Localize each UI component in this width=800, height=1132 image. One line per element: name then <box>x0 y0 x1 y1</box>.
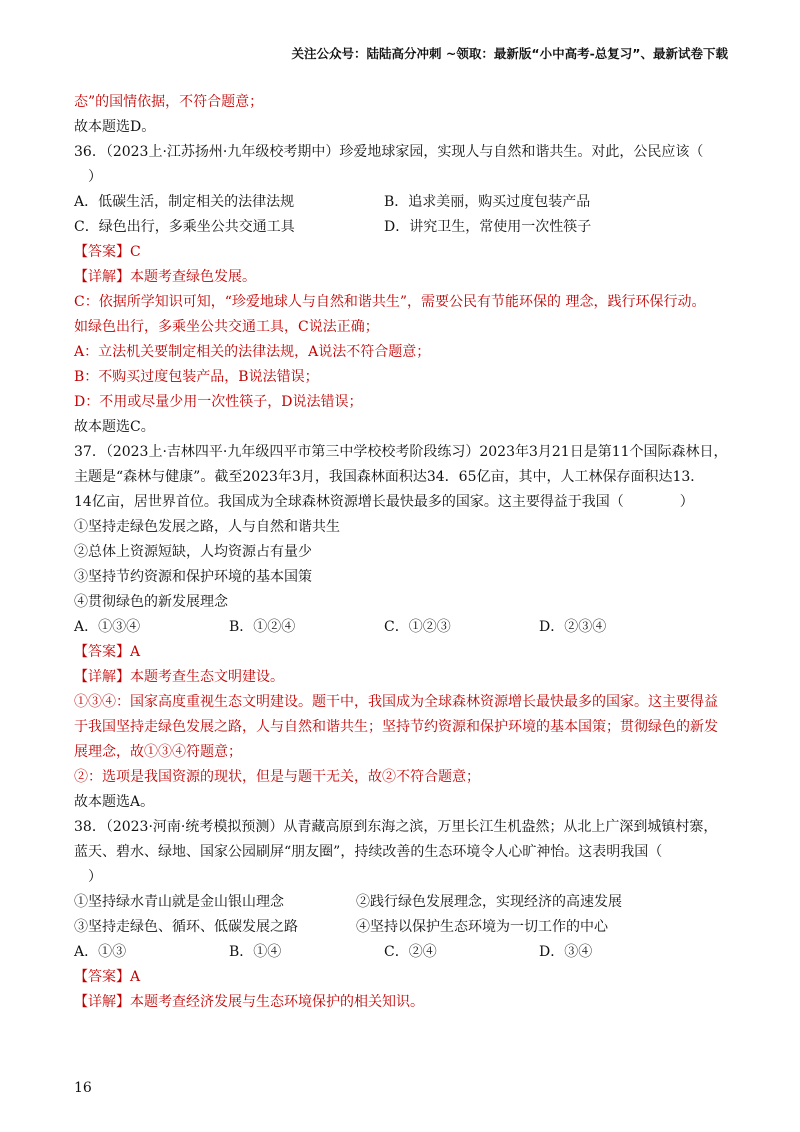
q37-explanation: 于我国坚持走绿色发展之路，人与自然和谐共生；坚持节约资源和保护环境的基本国策；贯彻绿色的新发 <box>74 719 718 735</box>
q36-option-a: A．低碳生活，制定相关的法律法规 <box>74 194 295 210</box>
page-number: 16 <box>74 1080 92 1096</box>
q38-option-c: C．②④ <box>384 944 437 960</box>
q36-explanation: 如绿色出行，多乘坐公共交通工具，C说法正确； <box>74 319 379 335</box>
q36-explanation: B：不购买过度包装产品，B说法错误； <box>74 369 319 385</box>
q38-item-2: ②践行绿色发展理念，实现经济的高速发展 <box>356 894 622 910</box>
q37-item-3: ③坚持节约资源和保护环境的基本国策 <box>74 569 312 585</box>
q38-option-a: A．①③ <box>74 944 127 960</box>
q38-stem-cont: 蓝天、碧水、绿地、国家公园刷屏“朋友圈”，持续改善的生态环境令人心旷神怡。这表明我国（ <box>74 844 663 860</box>
prev-conclusion: 故本题选D。 <box>74 119 156 135</box>
q36-option-c: C．绿色出行，多乘坐公共交通工具 <box>74 219 295 235</box>
page-content <box>74 90 734 1015</box>
q36-options-row2 <box>74 215 734 240</box>
q36-explanation: A：立法机关要制定相关的法律法规，A说法不符合题意； <box>74 344 431 360</box>
q37-explanation: 展理念，故①③④符题意； <box>74 744 242 760</box>
q38-items-row1 <box>74 890 734 915</box>
q36-detail: 【详解】本题考查绿色发展。 <box>74 269 256 285</box>
q38-items-row2 <box>74 915 734 940</box>
q38-options <box>74 940 734 965</box>
q38-stem: 38．（2023·河南·统考模拟预测）从青藏高原到东海之滨，万里长江生机盎然；从北上广深到城镇村寨， <box>74 819 718 835</box>
q37-explanation: ②：选项是我国资源的现状，但是与题干无关，故②不符合题意； <box>74 769 480 785</box>
q36-answer: 【答案】C <box>74 244 141 260</box>
q38-option-b: B．①④ <box>229 944 282 960</box>
q37-conclusion: 故本题选A。 <box>74 794 155 810</box>
q36-stem: 36．（2023上·江苏扬州·九年级校考期中）珍爱地球家园，实现人与自然和谐共生。对此，公民应该（ <box>74 144 704 160</box>
q38-detail: 【详解】本题考查经济发展与生态环境保护的相关知识。 <box>74 994 424 1010</box>
q38-item-4: ④坚持以保护生态环境为一切工作的中心 <box>356 919 608 935</box>
q38-item-1: ①坚持绿水青山就是金山银山理念 <box>74 894 284 910</box>
q38-item-3: ③坚持走绿色、循环、低碳发展之路 <box>74 919 298 935</box>
prev-explanation: 态”的国情依据，不符合题意； <box>74 94 264 110</box>
q38-stem-cont: ） <box>88 869 102 885</box>
q37-stem-cont: 14亿亩，居世界首位。我国成为全球森林资源增长最快最多的国家。这主要得益于我国（ ） <box>74 494 694 510</box>
q37-item-1: ①坚持走绿色发展之路，人与自然和谐共生 <box>74 519 340 535</box>
q36-explanation: D：不用或尽量少用一次性筷子，D说法错误； <box>74 394 363 410</box>
q38-option-d: D．③④ <box>539 944 593 960</box>
q37-stem: 37．（2023上·吉林四平·九年级四平市第三中学校校考阶段练习）2023年3月21日是第11个国际森林日， <box>74 444 728 460</box>
q36-options-row1 <box>74 190 734 215</box>
q38-answer: 【答案】A <box>74 969 141 985</box>
page-header: 关注公众号：陆陆高分冲刺 ~领取：最新版“小中高考-总复习”、最新试卷下载 <box>291 46 728 61</box>
q37-answer: 【答案】A <box>74 644 141 660</box>
q37-option-c: C．①②③ <box>384 619 451 635</box>
q37-detail: 【详解】本题考查生态文明建设。 <box>74 669 284 685</box>
q37-option-d: D．②③④ <box>539 619 607 635</box>
q36-explanation: C：依据所学知识可知，“珍爱地球人与自然和谐共生”，需要公民有节能环保的 理念，践行环保行动。 <box>74 294 706 310</box>
q37-stem-cont: 主题是“森林与健康”。截至2023年3月，我国森林面积达34．65亿亩，其中，人工林保存面积达13． <box>74 469 705 485</box>
q36-stem-cont: ） <box>88 169 102 185</box>
q36-option-d: D．讲究卫生，常使用一次性筷子 <box>384 219 592 235</box>
q37-item-2: ②总体上资源短缺，人均资源占有量少 <box>74 544 312 560</box>
q37-item-4: ④贯彻绿色的新发展理念 <box>74 594 228 610</box>
q37-explanation: ①③④：国家高度重视生态文明建设。题干中，我国成为全球森林资源增长最快最多的国家。这主要得益 <box>74 694 718 710</box>
q37-option-b: B．①②④ <box>229 619 296 635</box>
q36-option-b: B．追求美丽，购买过度包装产品 <box>384 194 591 210</box>
q37-option-a: A．①③④ <box>74 619 141 635</box>
q36-conclusion: 故本题选C。 <box>74 419 155 435</box>
q37-options <box>74 615 734 640</box>
